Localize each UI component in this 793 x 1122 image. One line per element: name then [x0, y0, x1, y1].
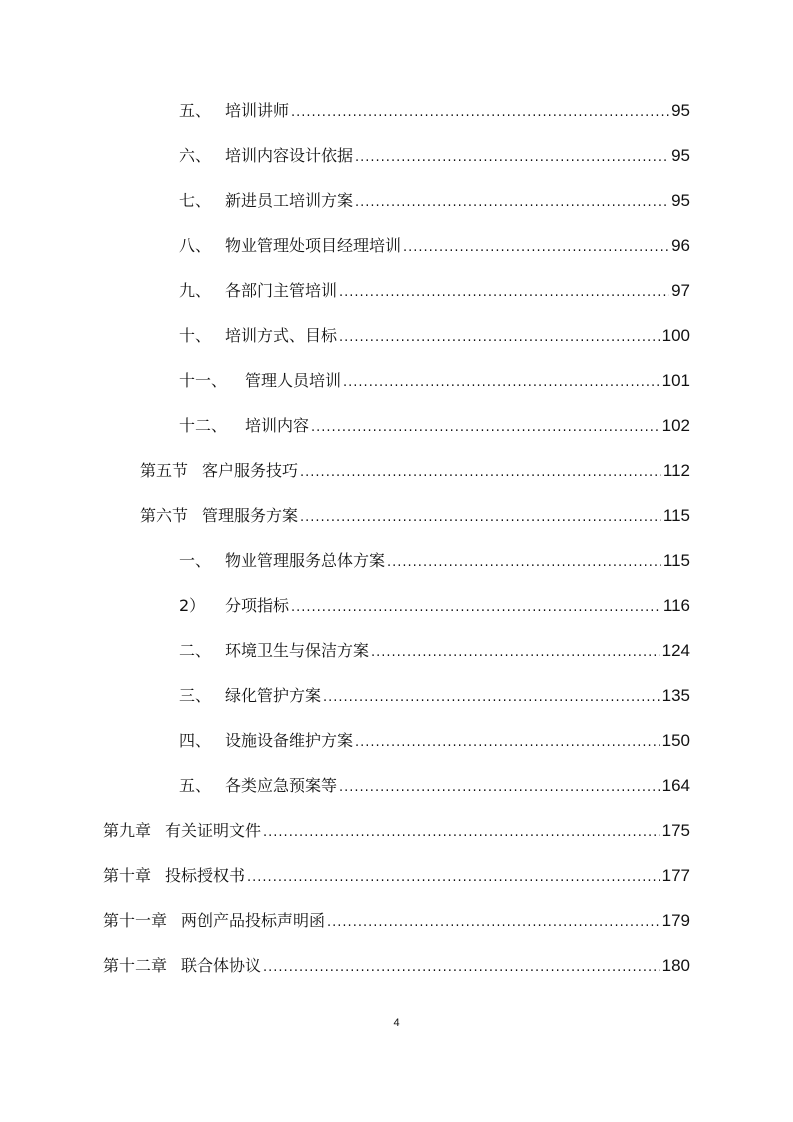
- toc-entry-page: 102: [661, 416, 690, 435]
- toc-entry-title: 管理服务方案: [202, 506, 299, 525]
- page-number: 4: [393, 1017, 400, 1029]
- toc-entry[interactable]: [179, 313, 690, 358]
- dot-leader: [355, 180, 669, 225]
- toc-entry-page: 100: [661, 326, 690, 345]
- dot-leader: [339, 270, 669, 315]
- toc-entry-page: 115: [662, 506, 690, 525]
- toc-entry[interactable]: [103, 808, 690, 853]
- toc-entry-title: 绿化管护方案: [225, 686, 322, 705]
- toc-entry-title: 培训讲师: [225, 101, 290, 120]
- toc-entry-number: 六、: [179, 146, 212, 165]
- dot-leader: [263, 810, 660, 855]
- toc-entry-number: 八、: [179, 236, 212, 255]
- toc-entry[interactable]: [179, 628, 690, 673]
- dot-leader: [343, 360, 660, 405]
- dot-leader: [339, 765, 660, 810]
- toc-entry-number: 2）: [179, 596, 206, 615]
- dot-leader: [403, 225, 669, 270]
- toc-entry-page: 180: [661, 956, 690, 975]
- toc-entry-number: 七、: [179, 191, 212, 210]
- toc-entry[interactable]: [140, 493, 690, 538]
- toc-entry[interactable]: [103, 898, 690, 943]
- toc-entry[interactable]: [179, 403, 690, 448]
- toc-entry-page: 124: [661, 641, 690, 660]
- toc-entry[interactable]: [179, 223, 690, 268]
- toc-entry[interactable]: [179, 88, 690, 133]
- toc-entry-page: 179: [661, 911, 690, 930]
- toc-entry-title: 分项指标: [225, 596, 290, 615]
- dot-leader: [247, 855, 660, 900]
- toc-entry-number: 五、: [179, 776, 212, 795]
- toc-entry-page: 177: [661, 866, 690, 885]
- toc-entry-title: 客户服务技巧: [202, 461, 299, 480]
- toc-entry[interactable]: [179, 718, 690, 763]
- toc-entry-title: 联合体协议: [181, 956, 262, 975]
- dot-leader: [387, 540, 661, 585]
- dot-leader: [291, 585, 661, 630]
- toc-entry[interactable]: [103, 853, 690, 898]
- toc-entry-title: 环境卫生与保洁方案: [225, 641, 370, 660]
- toc-entry-title: 各部门主管培训: [225, 281, 338, 300]
- dot-leader: [311, 405, 660, 450]
- toc-entry-page: 116: [662, 596, 690, 615]
- toc-entry-title: 物业管理服务总体方案: [225, 551, 386, 570]
- toc-entry-number: 第十章: [103, 866, 152, 885]
- toc-entry-title: 培训内容设计依据: [225, 146, 354, 165]
- toc-entry[interactable]: [179, 583, 690, 628]
- toc-entry-page: 164: [661, 776, 690, 795]
- dot-leader: [300, 495, 661, 540]
- toc-entry-page: 97: [671, 281, 690, 300]
- toc-entry-number: 第六节: [140, 506, 189, 525]
- toc-entry[interactable]: [140, 448, 690, 493]
- toc-entry-page: 150: [661, 731, 690, 750]
- toc-entry-title: 管理人员培训: [245, 371, 342, 390]
- dot-leader: [327, 900, 660, 945]
- toc-entry-page: 101: [661, 371, 690, 390]
- toc-entry[interactable]: [179, 178, 690, 223]
- toc-entry-title: 物业管理处项目经理培训: [225, 236, 402, 255]
- toc-entry-number: 第五节: [140, 461, 189, 480]
- toc-entry-title: 设施设备维护方案: [225, 731, 354, 750]
- toc-entry-number: 四、: [179, 731, 212, 750]
- toc-entry-number: 第十二章: [103, 956, 168, 975]
- dot-leader: [355, 720, 660, 765]
- dot-leader: [300, 450, 661, 495]
- toc-entry[interactable]: [179, 763, 690, 808]
- toc-entry-number: 十、: [179, 326, 212, 345]
- toc-entry-page: 175: [661, 821, 690, 840]
- toc-entry-page: 115: [662, 551, 690, 570]
- dot-leader: [291, 90, 669, 135]
- toc-entry-title: 新进员工培训方案: [225, 191, 354, 210]
- toc-entry[interactable]: [179, 268, 690, 313]
- dot-leader: [263, 945, 660, 990]
- toc-entry-number: 九、: [179, 281, 212, 300]
- toc-entry-number: 十二、: [179, 416, 228, 435]
- toc-entry[interactable]: [179, 673, 690, 718]
- toc-entry[interactable]: [179, 133, 690, 178]
- toc-entry[interactable]: [103, 943, 690, 988]
- toc-entry-page: 95: [671, 101, 690, 120]
- dot-leader: [355, 135, 669, 180]
- toc-entry-number: 第九章: [103, 821, 152, 840]
- toc-entry-title: 两创产品投标声明函: [181, 911, 326, 930]
- toc-entry-title: 有关证明文件: [165, 821, 262, 840]
- dot-leader: [371, 630, 660, 675]
- toc-entry-page: 95: [671, 146, 690, 165]
- toc-entry-page: 135: [661, 686, 690, 705]
- toc-entry-number: 十一、: [179, 371, 228, 390]
- toc-entry-title: 投标授权书: [165, 866, 246, 885]
- toc-entry-page: 96: [671, 236, 690, 255]
- toc-entry-number: 三、: [179, 686, 212, 705]
- toc-entry-page: 112: [662, 461, 690, 480]
- toc-entry[interactable]: [179, 538, 690, 583]
- toc-entry-number: 五、: [179, 101, 212, 120]
- toc-entry-title: 培训内容: [245, 416, 310, 435]
- dot-leader: [323, 675, 660, 720]
- toc-entry-number: 第十一章: [103, 911, 168, 930]
- toc-entry-number: 二、: [179, 641, 212, 660]
- toc-entry-title: 各类应急预案等: [225, 776, 338, 795]
- toc-entry-page: 95: [671, 191, 690, 210]
- dot-leader: [339, 315, 660, 360]
- toc-entry-title: 培训方式、目标: [225, 326, 338, 345]
- toc-entry[interactable]: [179, 358, 690, 403]
- toc-entry-number: 一、: [179, 551, 212, 570]
